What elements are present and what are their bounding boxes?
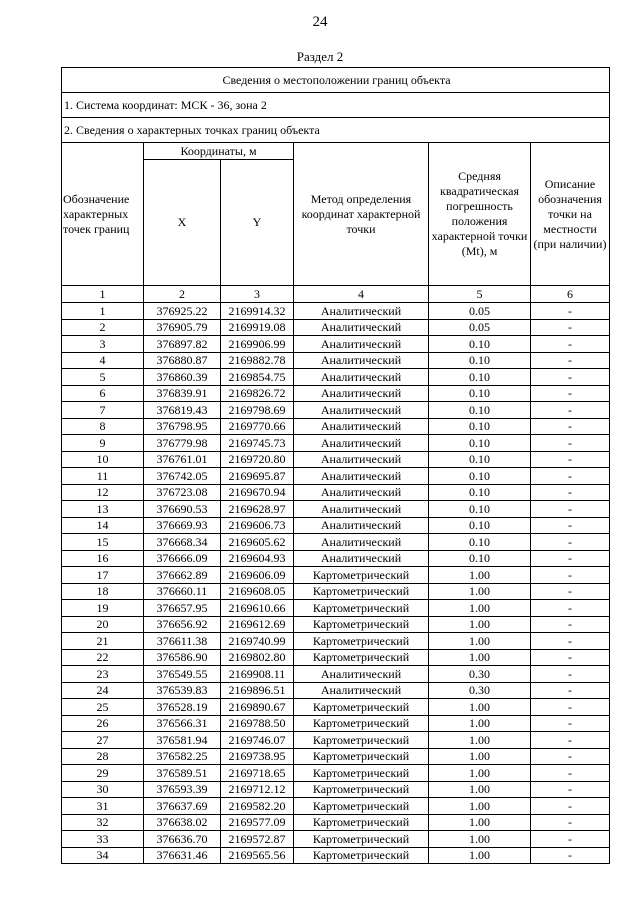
error-cell: 1.00: [429, 831, 531, 848]
point-number-cell: 2: [62, 319, 144, 336]
x-coordinate-cell: 376668.34: [144, 534, 221, 551]
point-number-cell: 18: [62, 583, 144, 600]
table-row: [62, 732, 610, 749]
error-cell: 1.00: [429, 649, 531, 666]
point-number-cell: 10: [62, 451, 144, 468]
error-cell: 1.00: [429, 847, 531, 864]
error-cell: 0.10: [429, 402, 531, 419]
point-number-cell: 26: [62, 715, 144, 732]
table-row: [62, 468, 610, 485]
table-row: [62, 715, 610, 732]
description-cell: -: [531, 765, 610, 782]
error-cell: 1.00: [429, 765, 531, 782]
description-cell: -: [531, 781, 610, 798]
error-cell: 0.30: [429, 666, 531, 683]
x-coordinate-cell: 376662.89: [144, 567, 221, 584]
method-cell: Картометрический: [294, 798, 429, 815]
x-coordinate-cell: 376539.83: [144, 682, 221, 699]
point-number-cell: 23: [62, 666, 144, 683]
y-coordinate-cell: 2169908.11: [221, 666, 294, 683]
method-cell: Аналитический: [294, 534, 429, 551]
description-cell: -: [531, 814, 610, 831]
description-cell: -: [531, 303, 610, 320]
point-number-cell: 27: [62, 732, 144, 749]
method-cell: Картометрический: [294, 600, 429, 617]
header-point-label: Обозначение характерных точек границ: [62, 143, 144, 286]
point-number-cell: 8: [62, 418, 144, 435]
table-row: [62, 319, 610, 336]
x-coordinate-cell: 376897.82: [144, 336, 221, 353]
table-row: [62, 633, 610, 650]
section-label: Раздел 2: [296, 49, 344, 64]
point-number-cell: 13: [62, 501, 144, 518]
point-number-cell: 1: [62, 303, 144, 320]
table-row: [62, 484, 610, 501]
y-coordinate-cell: 2169712.12: [221, 781, 294, 798]
x-coordinate-cell: 376638.02: [144, 814, 221, 831]
y-coordinate-cell: 2169906.99: [221, 336, 294, 353]
table-row: [62, 336, 610, 353]
y-coordinate-cell: 2169577.09: [221, 814, 294, 831]
header-error: Средняя квадратическая погрешность положения характерной точки (Mt), м: [429, 143, 531, 286]
x-coordinate-cell: 376860.39: [144, 369, 221, 386]
table-row: [62, 814, 610, 831]
column-number: 6: [531, 286, 610, 303]
boundary-points-table: [61, 67, 610, 864]
y-coordinate-cell: 2169695.87: [221, 468, 294, 485]
point-number-cell: 6: [62, 385, 144, 402]
method-cell: Аналитический: [294, 517, 429, 534]
method-cell: Картометрический: [294, 616, 429, 633]
method-cell: Аналитический: [294, 352, 429, 369]
method-cell: Картометрический: [294, 567, 429, 584]
table-row: [62, 765, 610, 782]
method-cell: Картометрический: [294, 814, 429, 831]
table-row: [62, 616, 610, 633]
description-cell: -: [531, 418, 610, 435]
description-cell: -: [531, 352, 610, 369]
table-row: [62, 451, 610, 468]
method-cell: Аналитический: [294, 402, 429, 419]
method-cell: Картометрический: [294, 765, 429, 782]
error-cell: 0.10: [429, 385, 531, 402]
error-cell: 0.10: [429, 484, 531, 501]
method-cell: Картометрический: [294, 649, 429, 666]
point-number-cell: 25: [62, 699, 144, 716]
table-row: [62, 369, 610, 386]
point-number-cell: 16: [62, 550, 144, 567]
point-number-cell: 15: [62, 534, 144, 551]
y-coordinate-cell: 2169628.97: [221, 501, 294, 518]
y-coordinate-cell: 2169572.87: [221, 831, 294, 848]
column-numbers-row: [62, 286, 610, 303]
description-cell: -: [531, 484, 610, 501]
y-coordinate-cell: 2169720.80: [221, 451, 294, 468]
error-cell: 0.10: [429, 501, 531, 518]
point-number-cell: 22: [62, 649, 144, 666]
description-cell: -: [531, 468, 610, 485]
y-coordinate-cell: 2169582.20: [221, 798, 294, 815]
point-number-cell: 21: [62, 633, 144, 650]
method-cell: Аналитический: [294, 501, 429, 518]
y-coordinate-cell: 2169670.94: [221, 484, 294, 501]
error-cell: 0.10: [429, 352, 531, 369]
y-coordinate-cell: 2169608.05: [221, 583, 294, 600]
table-row: [62, 666, 610, 683]
description-cell: -: [531, 798, 610, 815]
y-coordinate-cell: 2169565.56: [221, 847, 294, 864]
y-coordinate-cell: 2169896.51: [221, 682, 294, 699]
error-cell: 0.05: [429, 303, 531, 320]
method-cell: Аналитический: [294, 484, 429, 501]
point-number-cell: 19: [62, 600, 144, 617]
x-coordinate-cell: 376880.87: [144, 352, 221, 369]
error-cell: 1.00: [429, 798, 531, 815]
point-number-cell: 33: [62, 831, 144, 848]
x-coordinate-cell: 376798.95: [144, 418, 221, 435]
table-row: [62, 781, 610, 798]
method-cell: Аналитический: [294, 418, 429, 435]
description-cell: -: [531, 682, 610, 699]
column-number: 4: [294, 286, 429, 303]
method-cell: Аналитический: [294, 451, 429, 468]
y-coordinate-cell: 2169919.08: [221, 319, 294, 336]
x-coordinate-cell: 376586.90: [144, 649, 221, 666]
x-coordinate-cell: 376660.11: [144, 583, 221, 600]
description-cell: -: [531, 567, 610, 584]
point-number-cell: 9: [62, 435, 144, 452]
error-cell: 0.10: [429, 336, 531, 353]
description-cell: -: [531, 715, 610, 732]
table-row: [62, 847, 610, 864]
table-row: [62, 418, 610, 435]
point-number-cell: 30: [62, 781, 144, 798]
y-coordinate-cell: 2169890.67: [221, 699, 294, 716]
point-number-cell: 11: [62, 468, 144, 485]
description-cell: -: [531, 583, 610, 600]
header-method: Метод определения координат характерной точки: [294, 143, 429, 286]
y-coordinate-cell: 2169802.80: [221, 649, 294, 666]
point-number-cell: 3: [62, 336, 144, 353]
x-coordinate-cell: 376819.43: [144, 402, 221, 419]
error-cell: 1.00: [429, 715, 531, 732]
x-coordinate-cell: 376589.51: [144, 765, 221, 782]
x-coordinate-cell: 376779.98: [144, 435, 221, 452]
column-number: 1: [62, 286, 144, 303]
error-cell: 0.10: [429, 369, 531, 386]
y-coordinate-cell: 2169826.72: [221, 385, 294, 402]
points-section-title: 2. Сведения о характерных точках границ объекта: [62, 118, 610, 143]
x-coordinate-cell: 376631.46: [144, 847, 221, 864]
header-y: Y: [221, 160, 294, 286]
error-cell: 1.00: [429, 814, 531, 831]
y-coordinate-cell: 2169604.93: [221, 550, 294, 567]
error-cell: 1.00: [429, 567, 531, 584]
table-row: [62, 435, 610, 452]
y-coordinate-cell: 2169770.66: [221, 418, 294, 435]
description-cell: -: [531, 501, 610, 518]
error-cell: 1.00: [429, 583, 531, 600]
point-number-cell: 14: [62, 517, 144, 534]
description-cell: -: [531, 600, 610, 617]
x-coordinate-cell: 376925.22: [144, 303, 221, 320]
point-number-cell: 31: [62, 798, 144, 815]
method-cell: Аналитический: [294, 468, 429, 485]
y-coordinate-cell: 2169738.95: [221, 748, 294, 765]
point-number-cell: 4: [62, 352, 144, 369]
y-coordinate-cell: 2169605.62: [221, 534, 294, 551]
method-cell: Аналитический: [294, 319, 429, 336]
column-number: 3: [221, 286, 294, 303]
method-cell: Аналитический: [294, 666, 429, 683]
point-number-cell: 17: [62, 567, 144, 584]
error-cell: 0.10: [429, 435, 531, 452]
method-cell: Картометрический: [294, 715, 429, 732]
x-coordinate-cell: 376656.92: [144, 616, 221, 633]
description-cell: -: [531, 831, 610, 848]
header-coordinates: Координаты, м: [144, 143, 294, 160]
description-cell: -: [531, 451, 610, 468]
x-coordinate-cell: 376669.93: [144, 517, 221, 534]
x-coordinate-cell: 376528.19: [144, 699, 221, 716]
error-cell: 0.10: [429, 468, 531, 485]
description-cell: -: [531, 649, 610, 666]
coordinate-system: 1. Система координат: МСК - 36, зона 2: [62, 93, 610, 118]
description-cell: -: [531, 517, 610, 534]
method-cell: Картометрический: [294, 583, 429, 600]
table-row: [62, 385, 610, 402]
point-number-cell: 12: [62, 484, 144, 501]
description-cell: -: [531, 369, 610, 386]
x-coordinate-cell: 376742.05: [144, 468, 221, 485]
description-cell: -: [531, 402, 610, 419]
y-coordinate-cell: 2169882.78: [221, 352, 294, 369]
x-coordinate-cell: 376839.91: [144, 385, 221, 402]
table-row: [62, 501, 610, 518]
y-coordinate-cell: 2169745.73: [221, 435, 294, 452]
description-cell: -: [531, 534, 610, 551]
y-coordinate-cell: 2169788.50: [221, 715, 294, 732]
table-row: [62, 682, 610, 699]
error-cell: 1.00: [429, 600, 531, 617]
x-coordinate-cell: 376761.01: [144, 451, 221, 468]
table-title: Сведения о местоположении границ объекта: [62, 68, 610, 93]
error-cell: 1.00: [429, 781, 531, 798]
description-cell: -: [531, 748, 610, 765]
error-cell: 0.10: [429, 550, 531, 567]
y-coordinate-cell: 2169740.99: [221, 633, 294, 650]
description-cell: -: [531, 435, 610, 452]
point-number-cell: 20: [62, 616, 144, 633]
description-cell: -: [531, 666, 610, 683]
x-coordinate-cell: 376723.08: [144, 484, 221, 501]
description-cell: -: [531, 616, 610, 633]
point-number-cell: 32: [62, 814, 144, 831]
error-cell: 0.10: [429, 451, 531, 468]
error-cell: 0.10: [429, 534, 531, 551]
error-cell: 0.30: [429, 682, 531, 699]
header-description: Описание обозначения точки на местности (при наличии): [531, 143, 610, 286]
table-row: [62, 798, 610, 815]
x-coordinate-cell: 376690.53: [144, 501, 221, 518]
x-coordinate-cell: 376905.79: [144, 319, 221, 336]
method-cell: Картометрический: [294, 732, 429, 749]
table-row: [62, 352, 610, 369]
error-cell: 0.10: [429, 517, 531, 534]
x-coordinate-cell: 376611.38: [144, 633, 221, 650]
description-cell: -: [531, 385, 610, 402]
y-coordinate-cell: 2169606.09: [221, 567, 294, 584]
table-row: [62, 649, 610, 666]
column-number: 5: [429, 286, 531, 303]
method-cell: Картометрический: [294, 847, 429, 864]
point-number-cell: 5: [62, 369, 144, 386]
description-cell: -: [531, 336, 610, 353]
x-coordinate-cell: 376666.09: [144, 550, 221, 567]
point-number-cell: 29: [62, 765, 144, 782]
table-row: [62, 583, 610, 600]
x-coordinate-cell: 376657.95: [144, 600, 221, 617]
y-coordinate-cell: 2169606.73: [221, 517, 294, 534]
table-row: [62, 534, 610, 551]
y-coordinate-cell: 2169854.75: [221, 369, 294, 386]
x-coordinate-cell: 376637.69: [144, 798, 221, 815]
x-coordinate-cell: 376582.25: [144, 748, 221, 765]
table-row: [62, 699, 610, 716]
point-number-cell: 24: [62, 682, 144, 699]
method-cell: Картометрический: [294, 699, 429, 716]
y-coordinate-cell: 2169718.65: [221, 765, 294, 782]
method-cell: Аналитический: [294, 682, 429, 699]
point-number-cell: 7: [62, 402, 144, 419]
point-number-cell: 28: [62, 748, 144, 765]
y-coordinate-cell: 2169914.32: [221, 303, 294, 320]
x-coordinate-cell: 376636.70: [144, 831, 221, 848]
x-coordinate-cell: 376581.94: [144, 732, 221, 749]
error-cell: 1.00: [429, 748, 531, 765]
point-number-cell: 34: [62, 847, 144, 864]
x-coordinate-cell: 376566.31: [144, 715, 221, 732]
error-cell: 1.00: [429, 616, 531, 633]
method-cell: Картометрический: [294, 748, 429, 765]
description-cell: -: [531, 732, 610, 749]
table-row: [62, 517, 610, 534]
method-cell: Картометрический: [294, 781, 429, 798]
page-number: 24: [312, 14, 328, 30]
table-row: [62, 402, 610, 419]
error-cell: 1.00: [429, 732, 531, 749]
table-row: [62, 600, 610, 617]
header-x: X: [144, 160, 221, 286]
description-cell: -: [531, 319, 610, 336]
description-cell: -: [531, 550, 610, 567]
method-cell: Аналитический: [294, 303, 429, 320]
method-cell: Картометрический: [294, 831, 429, 848]
x-coordinate-cell: 376593.39: [144, 781, 221, 798]
description-cell: -: [531, 633, 610, 650]
table-row: [62, 748, 610, 765]
y-coordinate-cell: 2169612.69: [221, 616, 294, 633]
table-row: [62, 550, 610, 567]
method-cell: Аналитический: [294, 385, 429, 402]
description-cell: -: [531, 847, 610, 864]
error-cell: 1.00: [429, 633, 531, 650]
table-row: [62, 567, 610, 584]
method-cell: Аналитический: [294, 336, 429, 353]
column-number: 2: [144, 286, 221, 303]
method-cell: Аналитический: [294, 435, 429, 452]
y-coordinate-cell: 2169746.07: [221, 732, 294, 749]
method-cell: Аналитический: [294, 550, 429, 567]
x-coordinate-cell: 376549.55: [144, 666, 221, 683]
method-cell: Картометрический: [294, 633, 429, 650]
table-row: [62, 303, 610, 320]
table-row: [62, 831, 610, 848]
error-cell: 1.00: [429, 699, 531, 716]
y-coordinate-cell: 2169798.69: [221, 402, 294, 419]
method-cell: Аналитический: [294, 369, 429, 386]
error-cell: 0.05: [429, 319, 531, 336]
description-cell: -: [531, 699, 610, 716]
error-cell: 0.10: [429, 418, 531, 435]
y-coordinate-cell: 2169610.66: [221, 600, 294, 617]
